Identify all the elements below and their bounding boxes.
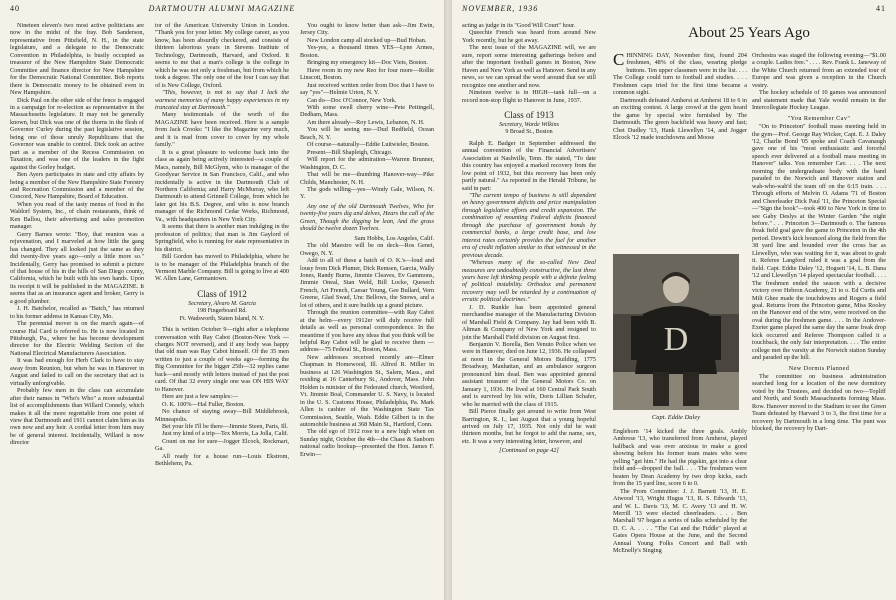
paragraph: New London camp all stocked up—Bud Hoban. [307,36,427,44]
paragraph: That will be me—thumbing Hanover-way—Pike Childs, Manchester, N. H. [300,171,434,186]
paragraph: "This, however, is not to say that I lack the warmest memories of many happy experiences in my truncated stay at Dartmouth." [155,89,289,111]
paragraph: The old ego of 1912 rose to a new high when on Sunday night, October the 4th—the Chase & Sanborn national radio hookup—presented the Hon. James F. Erwin— [300,428,434,458]
paragraph: Here are just a few samples:— [162,393,239,401]
football-player-photo [613,254,739,410]
right-running-head [462,4,886,16]
paragraph: Bringing my emergency kit—Doc Viets, Boston. [307,59,428,67]
paragraph: Gerry Barnes wrote: "Boy, that reunion was a rejuvenation, and I marveled at how little the gang has changed. They all looked just the same as they did twenty-five years ago—only a little more so." Incidentally, Gerry has promised to submit a picture of that house of his in the hills of San Diego county, California, which he built with his own hands. Upon its receipt it will be published in the MAGAZINE. It seems that as an insurance agent and broker, Gerry is a good plumber. [10,230,144,305]
paragraph: acting as judge in its "Good Will Court" hour. [462,22,576,29]
left-column-3 [300,22,434,594]
paragraph: With some swell cherry wine—Pete Pettingell, Dedham, Mass. [300,103,434,119]
right-column-2-top [613,52,747,250]
svg-text:D: D [663,321,689,358]
paragraph: The old Maestro will be on deck—Ros Genet, Owego, N. Y. [300,242,434,257]
class-1913-heading: Class of 1913 [504,109,554,120]
paragraph: Dartmouth defeated Amherst at Amherst 18 to 6 in an exciting contest. A large crowd at the gym heard the game by special wire furnished by The Dartmouth. The green backfield was heavy and fast; Chet Dudley '13, Hank Llewellyn '14, and Jogger Elcock '12 made touchdowns and Moose [613,96,747,141]
paragraph: When you read of the tasty menus of food in the Waldorf System, Inc., of chain restaurants, think of Ken Ballou, their advertising and sales promotion manager. [10,200,144,231]
paragraph: "Whereas many of the so-called New Deal measures are undoubtedly constructive, the last three years have left thinking people with a definite feeling of political instability. Orthodox and permanent recovery may well be retarded by a continuation of erratic political doctrines." [462,259,596,304]
paragraph: J. H. Batchelor, recalled as "Batch," has returned to his former address in Kansas City, Mo. [10,305,144,320]
class-1912-address: 198 Fingerboard Rd. [197,308,247,315]
paragraph: This is written October 9—right after a telephone conversation with Ray Cabot (Boston-New York — charges NOT reversed), and if any body was happy that old man was Ray Cabot himself. Of the 35 men written to just a couple of weeks ago—forming the Big Committee for the bigger 25th—32 replies came back—and mostly with letters instead of just the post card. Of that 32 every single one was ON HIS WAY to Hanover. [155,326,289,393]
paragraph: Queechie French was heard from around New York recently, but he got away. [462,29,596,44]
paragraph: You will be seeing me—Dud Redfield, Ocean Beach, N. Y. [300,126,434,141]
paragraph: The Prom Committee: J. J. Barnett '13, H. E. Atwood '13, Wright Hugus '13, R. S. Edwards '13, and W. L. Davis '13, M. C. Avery '13 and H. W. Merrill '13 were elected cheerleaders. . . . Ben Marshall '97 began a series of talks scheduled by the D. C. A. . . . . "The Cat and the Fiddle" played at Gates Opera House at the June, and the Second Annual Young Folks Concert and Ball with McEnelly's Singing [613,487,747,555]
paragraph: The perennial mover is on the march again—of course Hal Card is referred to. He is now located in Pittsburgh, Pa., where he has become development director for the Electric Welding Section of the National Electrical Manufacturers Association. [10,320,144,357]
paragraph: The next issue of the MAGAZINE will, we are sure, report some interesting gatherings before and after the important football games in Boston, New Haven and New York as well as Hanover. Send in any news, so we can spread the word around that we still recognize one another and now. [462,44,596,89]
paragraph: Can do—Doc O'Connor, New York. [307,96,397,104]
paragraph: Bill Pierce finally got around to write from West Barrington, R. I., last August that a young hopeful arrived on July 17, 1935. Not only did he wait thirteen months, but he forgot to add the name, sex, etc. It was a very interesting letter, however, and [462,408,596,445]
paragraph: Will report for the admiration—Warren Brunner, Washington, D. C. [300,156,434,171]
paragraph: You ought to know better than ask—Jim Ewin, Jersey City. [300,22,434,37]
magazine-title: DARTMOUTH ALUMNI MAGAZINE [148,4,296,13]
poem-attribution: Sam Hobbs, Los Angeles, Calif. [354,234,434,242]
paragraph: Ben Ayers participates in state and city affairs by being a member of the New Hampshire State Forestry and Recreation Commission and a member of the Concord, New Hampshire, Board of Education. [10,171,144,201]
paragraph: Yes-yes, a thousand times YES—Lyne Armes, Boston. [300,44,434,59]
issue-date: NOVEMBER, 1936 [462,4,539,13]
paragraph: "The current tempo of business is still dependent on heavy government deficits and price manipulation through legislative efforts and credit expansion. The combination of mounting Federal deficits financed through the purchase of government bonds by commercial banks, a large credit base, and low interest rates certainly provides the fuel for another era of credit inflation similar to that witnessed in the previous decade. [462,191,596,259]
class-1913-secretary: Secretary, Warde Wilkins [499,121,559,128]
paragraph: Through the reunion committee—with Ray Cabot at the helm—every 1912er will duly receive full details as well as personal correspondence. In the meantime if you have any ideas that you think will be helpful Ray Cabot will be glad to receive them —address—75 Federal St., Boston, Mass. [300,309,434,354]
paragraph: Bill Gordon has moved to Philadelphia, where he is to be manager of the Philadelphia branch of the Vermont Marble Company. Bill is going to live at 400 W. Allen Lane, Germantown. [155,253,289,283]
paragraph: Count on me for sure—Jogger Elcock, Rockmart, Ga. [155,437,289,453]
class-1912-address-city: Ft. Wadsworth, Staten Island, N. Y. [179,315,265,322]
right-column-1 [462,22,596,594]
drop-cap: C [613,52,625,69]
paragraph: It is a great pleasure to welcome back into the class as again being actively interested—a couple of Macs, namely, Bill McGlynn, who is manager of the Goodyear Service in San Francisco, Calif., and who incidentally is active in the Dartmouth Club of Northern California; and Harry McMurray, who left Dartmouth to attend Grinnell College, from which he later got his B.S. Degree, and who is now branch manager of the Richmond Cedar Works, Richmond, Va., with headquarters in New York City. [155,148,289,223]
paragraph: Of course—naturally—Eddie Luitwieler, Boston. [307,141,430,149]
paragraph: Present—Bill Shapleigh, Chicago. [307,148,393,156]
paragraph: Add to all of these a batch of O. K.'s—loud and lousy from Dick Plumer, Dick Remsen, Garcia, Wally Jones, Randy Burns, Jimmie Cleaves, Ev Gammons, Jimmie Oneal, Stan Weld, Bill Locke, Quesech French, Art French, Caesar Young, Gee Bullard, Vern Greene, Glad Swad, Unc Bellows, the Snows, and a lot of others, and it sure builds up a grand picture. [300,257,434,309]
article-title: About 25 Years Ago [688,25,810,41]
paragraph: Dick Paul on the other side of the fence is engaged in a campaign for re-election as representative in the Massachusetts legislature. It may not be generally known, but Dick was one of the thorns in the flesh of Governor Curley during the past legislative session, being one of those unruly Republicans that the Governor was unable to control. Dick took an active part as a member of the Recess Commission on Taxation, and was one of the leaders in the fight against the Gorley budget. [10,96,144,171]
paragraph: Have room in my new Reo for four more—Rollie Linscott, Boston. [300,66,434,82]
paragraph: Many testimonials of the worth of the MAGAZINE have been received. Here is a sample from Jack Crooks: "I like the Magazine very much, and it is read from cover to cover by my whole family." [155,111,289,149]
intro-paragraph [613,52,747,97]
left-page [0,0,444,600]
right-page-number: 41 [876,4,886,13]
paragraph: Englehorn '14 kicked the three goals. Ambly Ambrose '13, who transferred from Amherst, played halfback and was over anxious to make a good showing before his former team mates who were yelling "get him." He had the pigskin, got into a clear field and—dropped the ball. . . . The freshmen were beaten by Dean Academy by two drop kicks, each from the 15 yard line, score 6 to 0. [613,428,747,488]
paragraph: It was bad enough for Herb Clark to have to stay away from Reunion, but when he was in Hanover in August and failed to call on the secretary that act is virtually unforgivable. [10,357,144,387]
paragraph: All ready for a house run—Louis Ekstrom, Bethlehem, Pa. [155,452,289,468]
left-column-2 [155,22,289,594]
paragraph: No chance of staying away—Bill Middlebrook, Minneapolis. [155,408,289,423]
class-1912-heading: Class of 1912 [197,288,247,299]
paragraph: Benjamin V. Borella, Ben Venuto Police when we were in Hanover, died on June 12, 1936. He collapsed at noon in the General Motors Building, 1775 Broadway, Manhattan, and an ambulance surgeon pronounced him dead. Ben was appointed general assistant treasurer of the General Motors Co. on January 1, 1936. He lived at 160 Central Park South and is survived by his wife, Doris Lillian Schafer, who he married with the class of 1915. [462,341,596,408]
paragraph: Just received written order from Doc that I have to say "yes"—Helmie Urion, N. Y. [300,81,434,97]
paragraph: Ralph E. Badger in September addressed the annual convention of the Financial Advertisers' Association at Nashville, Tenn. He stated, "To date this country has enjoyed a marked recovery from the low point of 1932, but this recovery has been only partly natural." As reported in the Herald Tribune, he said in part: [462,139,596,192]
paragraph: The hockey schedule of 10 games was announced and statement made that Yale would remain in the Intercollegiate Hockey League. [752,89,886,112]
paragraph: Nineteen twelve is in HIGH—tank full—on a record non-stop flight to Hanover in June, 1937. [462,89,596,104]
class-1913-address: 9 Broad St., Boston [505,129,553,136]
subhead-you-remember-cav: "You Remember Cav" [787,114,851,122]
paragraph: Bet your life I'll be there—Jimmie Steen, Paris, Ill. [162,422,289,430]
paragraph: It seems that there is another man indulging in the profession of politics; that man is Jim Gaylord of Springfield, who is running for state representative in his district. [155,223,289,253]
class-1912-secretary: Secretary, Alvaro M. Garcia [188,300,256,307]
paragraph: J. D. Runkle has been appointed general merchandise manager of the Manufacturing Division of Marshall Field & Company. Jay had been with B. Altman & Company of New York and resigned to join the Marshall Field division on August first. [462,303,596,341]
right-column-3 [752,52,886,594]
paragraph: tor of the American University Union in London. "Thank you for your letter. My college career, as you know, has been absurdly checkered, and consists of thirteen laborious years in Stevens Institute of Technology, Dartmouth, Harvard, and Oxford. It seems to me that a man's college is the college in which he was not only a freshman, but from which he took a degree. The only one of the four I can say that of is New College, Oxford. [155,22,289,89]
paragraph: New addresses received recently are—Elmer Chapman in Homewood, Ill. Alfred R. Miller in business at 126 Washington St., Salem, Mass., and residing at 16 Canterbury St., Andover, Mass. John Holden is minister of the Federated church, Westford, Vt. Jimmie Boal, Commander U. S. Navy, is located in the U. S. Customs House, Philadelphia, Pa. Mark Allen is cashier of the Washington State Tax Commission, Seattle, Wash. Eddie Gilbert is in the automobile business at 368 Main St., Hartford, Conn. [300,353,434,429]
paragraph: "On to Princeton" football mass meeting held in the gym—Prof. George Ray Wicker, Capt. E. J. Daley '12, Charlie Bond '05 spoke and Coach Cavanaugh gave one of his "most enthusiastic and forceful speech ever delivered at a football mass meeting in Hanover" talks. You remember Cav. . . . The next morning the undergraduate body with the band paraded to the Norwich and Hanover station and wah-who-wah'd the team off on the 6:15 train. . . . Through efforts of Melvin O. Adams '71 of Boston and Cheerleader Dick Paul '11, the Princeton Special—"Sign the book"—took 400 to New York in time to see Gaby Deslys at the Winter Garden "the night before." . . . Princeton 3—Dartmouth o. The famous freak field goal gave the game to Princeton in the 4th period. Dewitt's kick bounced along the field from the 38 yard line and bounded over the cross bar as Llewellyn, who was waiting for it, was about to grab it. Referee Langford ruled it was a goal from the field. Capt. Eddie Daley '12, Hogsett '14, L. B. Dana '12 and Llewellyn '14 played spectacular football. . . . The freshmen ended the season with a decisive victory over Hebron Academy, 21 to o. Ed Curtis and Milt Ghee made the touchdowns and Rogers a field goal. Returns from the Princeton game, Miss Rooley on the Hanover end of the wire, were received on the oval during the freshmen game. . . . In the Andover-Exeter game played the same day the same freak drop kick occurred and Referee Thompson called it a touchback, the only fair interpretation. . . . The entire college met the varsity at the Norwich station Sunday and paraded up the hill. [752,123,886,362]
paragraph: O. K. 100%—Hal Fuller, Boston. [162,400,245,408]
right-page [452,0,896,600]
paragraph: Orchestra was staged the following evening—"$1.00 a couple. Ladies free." . . . . Rev. Frank L. Janeway of the White Church returned from an extended tour of Europe and was given a reception in the Church vestry. [752,52,886,89]
left-page-number: 40 [10,4,20,13]
book-gutter [444,0,452,600]
paragraph: The committee on business administration searched long for a location of the new dormitory voted by the Trustees, and decided on two—Topliff and North, and South Massachusetts forming Mass. Row. Hanover moved to the Stadium to see the Green Team defeated by Harvard 3 to 3, the first time for a recovery by Dartmouth in a long time. The punt was blocked, the recovery by Dart- [752,373,886,433]
subhead-new-dorms: New Dormis Planned [788,364,850,372]
left-running-head [10,4,434,16]
poem: Any one of the old Dartmouth Twelves, Who for twenty-five years dig and delves, Hears the call of the Green, Though the digging be lean, And the grass should be twelve dozen Twelves. [300,202,434,233]
photo-eddie-daley [613,254,739,410]
continued-notice: [Continued on page 42] [499,447,559,455]
paragraph: Just my kind of a trip—Tex Morris, La Jolla, Calif. [162,430,289,438]
paragraph: Probably few men in the class can accumulate after their names in "Who's Who" a more substantial list of accomplishments than Willard Connely, which makes it all the more regrettable from one point of view that Dartmouth and 1911 cannot claim him as its own now and any heir. A cordial letter from him may be of general interest. Incidentally, Willard is now director [10,387,144,447]
paragraph: Am there already—Roy Lewis, Lebanon, N. H. [307,118,425,126]
left-column-1 [10,22,144,594]
photo-caption: Capt. Eddie Daley [651,414,701,421]
right-column-2-bottom [613,428,747,594]
paragraph: The gods willing—yes—Windy Gale, Wilson, N. Y. [300,185,434,201]
paragraph: Nineteen eleven's two most active politicians are now in the midst of the fray. Bob Sanderson, representative from Pittsfield, N. H., in the state legislature, and a delegate to the Democratic Convention in Philadelphia, is busily occupied as treasurer of the New Hampshire State Democratic Committee and finance director for New Hampshire for the Democratic National Committee. Bob reports there is Democratic money to be obtained even in New Hampshire. [10,22,144,97]
intro-text: HINNING DAY, November first, found 204 freshmen, 48% of the class, wearing pledge buttons. Ten upper classmen were in the list. . . . The College could turn to football and studies. . . . Freshmen caps tried for the first time became a common sight. [613,52,747,97]
